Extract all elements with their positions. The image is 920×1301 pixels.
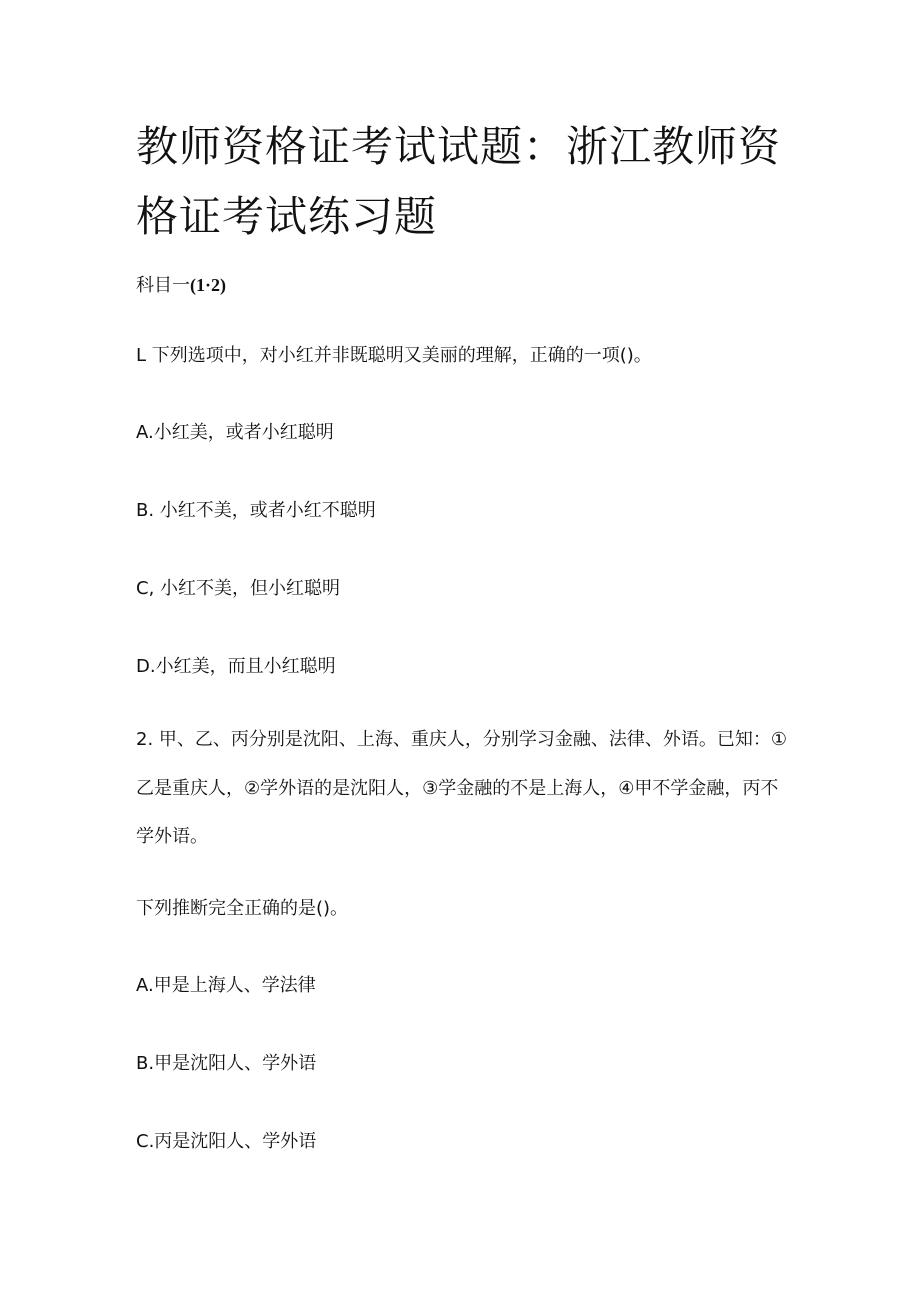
question-2-option-b: B.甲是沈阳人、学外语: [136, 1053, 317, 1074]
question-1-option-a: A.小红美，或者小红聪明: [136, 422, 334, 443]
question-1-stem: L 下列选项中，对小红并非既聪明又美丽的理解，正确的一项()。: [136, 345, 652, 366]
subject-number: (1·2): [190, 275, 226, 295]
question-2-option-a: A.甲是上海人、学法律: [136, 975, 316, 996]
question-2-option-c: C.丙是沈阳人、学外语: [136, 1131, 317, 1152]
question-1-option-c: C, 小红不美，但小红聪明: [136, 578, 341, 599]
subject-prefix: 科目一: [136, 275, 190, 296]
question-1-option-b: B. 小红不美，或者小红不聪明: [136, 500, 376, 521]
question-1-option-d: D.小红美，而且小红聪明: [136, 656, 336, 677]
question-2-prompt: 下列推断完全正确的是()。: [136, 898, 349, 919]
subject-heading: [136, 272, 226, 299]
question-2-stem: 2. 甲、乙、丙分别是沈阳、上海、重庆人，分别学习金融、法律、外语。已知：①乙是重庆人，②学外语的是沈阳人，③学金融的不是上海人，④甲不学金融，丙不学外语。: [136, 729, 788, 847]
document-title: 教师资格证考试试题：浙江教师资格证考试练习题: [136, 122, 782, 241]
